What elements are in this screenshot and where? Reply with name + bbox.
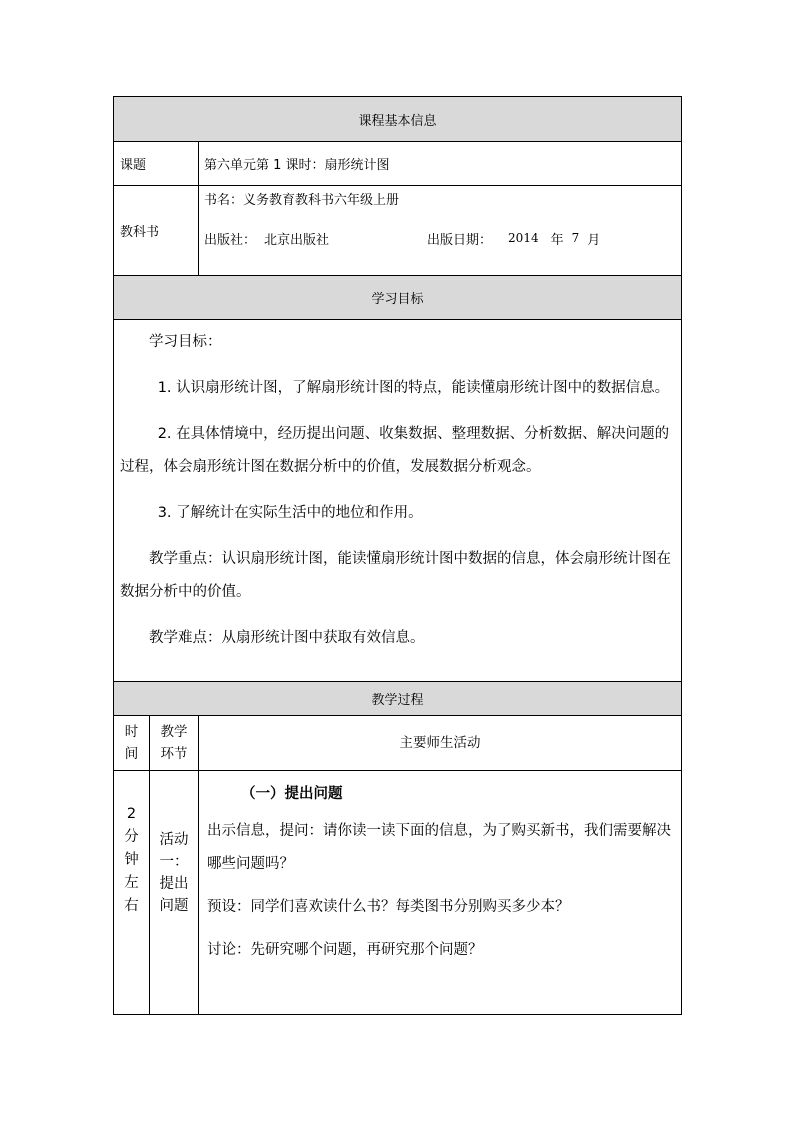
lesson-plan-page xyxy=(113,96,681,1015)
topic-label: 课题 xyxy=(114,142,199,186)
lesson-plan-table xyxy=(113,96,682,1015)
book-name: 书名：义务教育教科书六年级上册 xyxy=(204,193,400,208)
topic-value: 第六单元第 1 课时：扇形统计图 xyxy=(199,142,682,186)
stage-line-4: 问题 xyxy=(159,898,189,914)
section-title: （一）提出问题 xyxy=(241,786,343,802)
activity-line-2: 预设：同学们喜欢读什么书？每类图书分别购买多少本？ xyxy=(207,899,570,915)
time-char-4: 左 xyxy=(124,875,139,891)
time-cell xyxy=(114,771,150,1015)
col-stage-line-1: 教学 xyxy=(160,724,188,740)
pub-date-label: 出版日期： xyxy=(427,232,493,248)
publisher-label: 出版社： xyxy=(204,232,257,248)
col-stage-line-2: 环节 xyxy=(160,746,188,762)
textbook-info xyxy=(199,186,682,276)
stage-cell xyxy=(150,771,199,1015)
stage-line-2: 一： xyxy=(159,854,189,870)
stage-line-3: 提出 xyxy=(159,876,189,892)
objective-item-1: 1. 认识扇形统计图，了解扇形统计图的特点，能读懂扇形统计图中的数据信息。 xyxy=(157,380,670,396)
col-time-header xyxy=(114,716,150,771)
process-header: 教学过程 xyxy=(114,682,682,716)
activity-cell xyxy=(199,771,682,1015)
objectives-header: 学习目标 xyxy=(114,276,682,320)
time-char-1: 2 xyxy=(126,806,137,822)
publisher-line xyxy=(204,222,681,254)
time-char-5: 右 xyxy=(124,898,139,914)
pub-month: 7 xyxy=(571,231,580,245)
key-point: 教学重点：认识扇形统计图，能读懂扇形统计图中数据的信息，体会扇形统计图在数据分析中的价值。 xyxy=(120,551,671,600)
col-time-line-2: 间 xyxy=(124,746,139,762)
textbook-label: 教科书 xyxy=(114,186,199,276)
time-char-2: 分 xyxy=(124,829,139,845)
course-info-header: 课程基本信息 xyxy=(114,97,682,142)
publisher-value: 北京出版社 xyxy=(264,232,330,248)
col-main-header: 主要师生活动 xyxy=(199,716,682,771)
time-char-3: 钟 xyxy=(124,852,139,868)
objectives-intro: 学习目标： xyxy=(149,334,222,350)
stage-line-1: 活动 xyxy=(159,832,189,848)
difficulty: 教学难点：从扇形统计图中获取有效信息。 xyxy=(149,630,425,646)
activity-line-3: 讨论：先研究哪个问题，再研究那个问题？ xyxy=(207,942,483,958)
col-time-line-1: 时 xyxy=(124,724,139,740)
month-char: 月 xyxy=(587,232,601,248)
pub-year: 2014 xyxy=(508,231,539,245)
col-stage-header xyxy=(150,716,199,771)
objective-item-2: 2. 在具体情境中，经历提出问题、收集数据、整理数据、分析数据、解决问题的过程，体会扇形统计图在数据分析中的价值，发展数据分析观念。 xyxy=(120,426,670,475)
objective-item-3: 3. 了解统计在实际生活中的地位和作用。 xyxy=(157,505,423,521)
year-char: 年 xyxy=(550,232,564,248)
activity-line-1: 出示信息，提问：请你读一读下面的信息，为了购买新书，我们需要解决哪些问题吗？ xyxy=(207,823,671,872)
objectives-body xyxy=(114,320,682,682)
